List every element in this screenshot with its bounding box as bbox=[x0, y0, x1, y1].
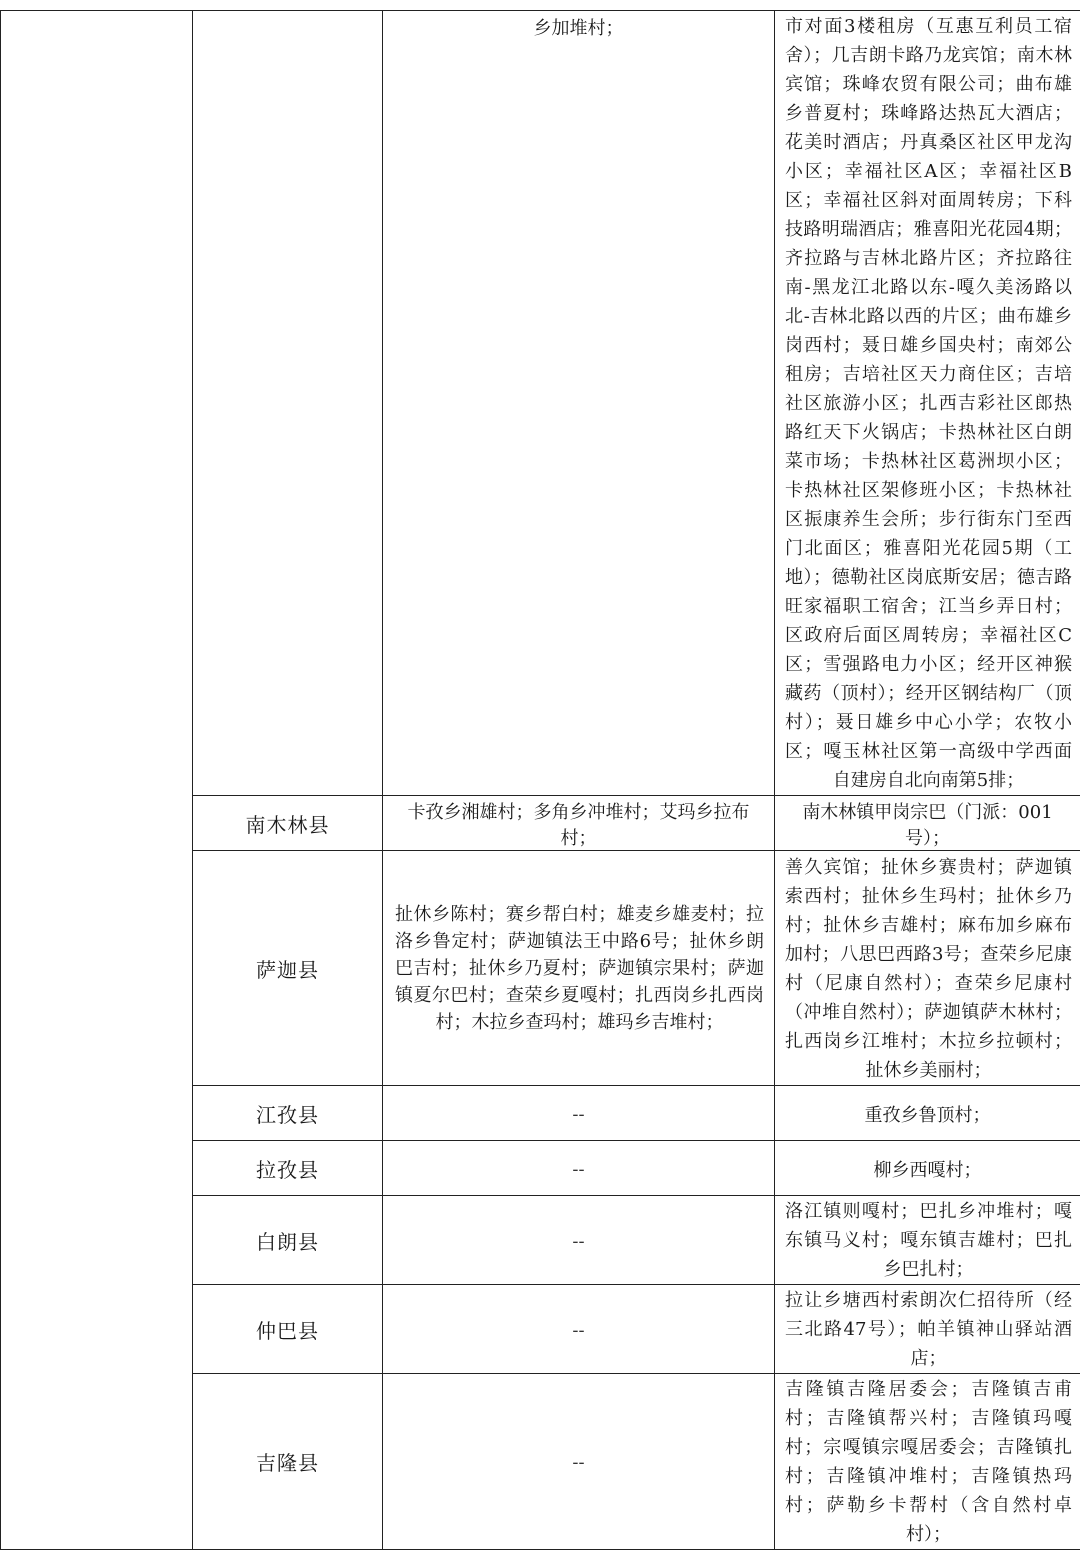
high-risk-areas-cell: 卡孜乡湘雄村；多角乡冲堆村；艾玛乡拉布村； bbox=[383, 796, 775, 851]
county-cell: 吉隆县 bbox=[193, 1374, 383, 1550]
high-risk-areas-cell: -- bbox=[383, 1196, 775, 1285]
county-cell: 江孜县 bbox=[193, 1086, 383, 1141]
county-cell: 萨迦县 bbox=[193, 851, 383, 1086]
high-risk-areas-cell: -- bbox=[383, 1086, 775, 1141]
area-table bbox=[0, 10, 1080, 1550]
high-risk-areas-cell: 扯休乡陈村；赛乡帮白村；雄麦乡雄麦村；拉洛乡鲁定村；萨迦镇法王中路6号；扯休乡朗巴吉村；扯休乡乃夏村；萨迦镇宗果村；萨迦镇夏尔巴村；查荣乡夏嘎村；扎西岗乡扎西岗村；木拉乡查玛村；雄玛乡吉堆村； bbox=[383, 851, 775, 1086]
high-risk-areas-cell: 乡加堆村； bbox=[383, 11, 775, 796]
county-cell: 拉孜县 bbox=[193, 1141, 383, 1196]
county-cell: 仲巴县 bbox=[193, 1285, 383, 1374]
high-risk-areas-cell: -- bbox=[383, 1374, 775, 1550]
low-risk-areas-cell: 柳乡西嘎村； bbox=[775, 1141, 1080, 1196]
table-row bbox=[1, 11, 1080, 796]
county-cell: 南木林县 bbox=[193, 796, 383, 851]
low-risk-areas-cell: 南木林镇甲岗宗巴（门派：001号）； bbox=[775, 796, 1080, 851]
city-cell bbox=[1, 11, 193, 1550]
low-risk-areas-cell: 善久宾馆；扯休乡赛贵村；萨迦镇索西村；扯休乡生玛村；扯休乡乃村；扯休乡吉雄村；麻布加乡麻布加村；八思巴西路3号；查荣乡尼康村（尼康自然村）；查荣乡尼康村（冲堆自然村）；萨迦镇萨木林村；扎西岗乡江堆村；木拉乡拉顿村；扯休乡美丽村； bbox=[775, 851, 1080, 1086]
low-risk-areas-cell: 重孜乡鲁顶村； bbox=[775, 1086, 1080, 1141]
low-risk-areas-cell: 市对面3楼租房（互惠互利员工宿舍）；几吉朗卡路乃龙宾馆；南木林宾馆；珠峰农贸有限公司；曲布雄乡普夏村；珠峰路达热瓦大酒店；花美时酒店；丹真桑区社区甲龙沟小区；幸福社区A区；幸福社区B区；幸福社区斜对面周转房；下科技路明瑞酒店；雅喜阳光花园4期；齐拉路与吉林北路片区；齐拉路往南-黑龙江北路以东-嘎久美汤路以北-吉林北路以西的片区；曲布雄乡岗西村；聂日雄乡国央村；南郊公租房；吉培社区天力商住区；吉培社区旅游小区；扎西吉彩社区郎热路红天下火锅店；卡热林社区白朗菜市场；卡热林社区葛洲坝小区；卡热林社区架修班小区；卡热林社区振康养生会所；步行街东门至西门北面区；雅喜阳光花园5期（工地）；德勒社区岗底斯安居；德吉路旺家福职工宿舍；江当乡弄日村；区政府后面区周转房；幸福社区C区；雪强路电力小区；经开区神猴藏药（顶村）；经开区钢结构厂（顶村）；聂日雄乡中心小学；农牧小区；嘎玉林社区第一高级中学西面自建房自北向南第5排； bbox=[775, 11, 1080, 796]
high-risk-areas-cell: -- bbox=[383, 1285, 775, 1374]
low-risk-areas-cell: 洛江镇则嘎村；巴扎乡冲堆村；嘎东镇马义村；嘎东镇吉雄村；巴扎乡巴扎村； bbox=[775, 1196, 1080, 1285]
county-cell bbox=[193, 11, 383, 796]
low-risk-areas-cell: 拉让乡塘西村索朗次仁招待所（经三北路47号）；帕羊镇神山驿站酒店； bbox=[775, 1285, 1080, 1374]
high-risk-areas-cell: -- bbox=[383, 1141, 775, 1196]
county-cell: 白朗县 bbox=[193, 1196, 383, 1285]
low-risk-areas-cell: 吉隆镇吉隆居委会；吉隆镇吉甫村；吉隆镇帮兴村；吉隆镇玛嘎村；宗嘎镇宗嘎居委会；吉隆镇扎村；吉隆镇冲堆村；吉隆镇热玛村；萨勒乡卡帮村（含自然村卓村）； bbox=[775, 1374, 1080, 1550]
